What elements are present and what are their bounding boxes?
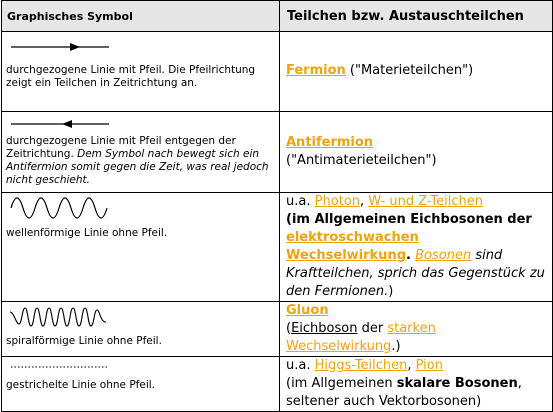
eichboson-link[interactable]: Eichboson: [291, 321, 358, 336]
header-row: [2, 1, 553, 32]
symbol-description: spiralförmige Linie ohne Pfeil.: [6, 335, 162, 347]
higgs-link[interactable]: Higgs-Teilchen: [314, 358, 408, 373]
symbol-cell: [2, 112, 280, 193]
symbol-cell: [2, 32, 280, 112]
header-symbol: Graphisches Symbol: [2, 1, 280, 32]
electroweak-link[interactable]: elektroschwachen Wechselwirkung: [286, 230, 419, 263]
antifermion-link[interactable]: Antifermion: [286, 135, 374, 150]
spiral-line-icon: [6, 302, 116, 332]
table-row: [2, 112, 553, 193]
symbol-cell: [2, 193, 280, 302]
feynman-symbol-table: [1, 0, 553, 412]
table-row: [2, 193, 553, 302]
fermion-link[interactable]: Fermion: [286, 63, 346, 78]
symbol-description: durchgezogene Linie mit Pfeil entgegen der Zeitrichtung. Dem Symbol nach bewegt sich ein Antifermion somit gegen die Zeit, was real jedoch nicht geschieht.: [6, 135, 269, 186]
header-particle: Teilchen bzw. Austauschteilchen: [280, 1, 553, 32]
pion-link[interactable]: Pion: [415, 358, 443, 373]
symbol-cell: [2, 357, 280, 412]
particle-note: ("Materieteilchen"): [345, 63, 474, 78]
dashed-line-icon: [6, 357, 116, 373]
table-row: [2, 32, 553, 112]
symbol-cell: [2, 302, 280, 357]
photon-link[interactable]: Photon: [314, 194, 360, 209]
symbol-description: gestrichelte Linie ohne Pfeil.: [6, 379, 155, 391]
table-row: [2, 302, 553, 357]
gluon-link[interactable]: Gluon: [286, 303, 329, 318]
particle-cell: [280, 32, 553, 112]
bosons-link[interactable]: Bosonen: [415, 248, 472, 263]
particle-cell: Gluon (Eichboson der starken Wechselwirkung.): [280, 302, 553, 357]
arrow-forward-line-icon: [6, 32, 116, 58]
symbol-description: wellenförmige Linie ohne Pfeil.: [6, 227, 168, 239]
particle-cell: u.a. Higgs-Teilchen, Pion (im Allgemeinen skalare Bosonen, seltener auch Vektorbosonen): [280, 357, 553, 412]
table-row: [2, 357, 553, 412]
particle-cell: u.a. Photon, W- und Z-Teilchen (im Allgemeinen Eichbosonen der elektroschwachen Wechselwirkung. Bosonen sind Kraftteilchen, sprich das Gegenstück zu den Fermionen.): [280, 193, 553, 302]
symbol-description: durchgezogene Linie mit Pfeil. Die Pfeilrichtung zeigt ein Teilchen in Zeitrichtung an.: [6, 64, 256, 89]
w-z-link[interactable]: W- und Z-Teilchen: [368, 194, 483, 209]
particle-cell: [280, 112, 553, 193]
strong-interaction-link[interactable]: starken Wechselwirkung: [286, 321, 436, 354]
particle-note: ("Antimaterieteilchen"): [286, 153, 437, 168]
arrow-backward-line-icon: [6, 112, 116, 132]
wavy-line-icon: [6, 193, 116, 223]
